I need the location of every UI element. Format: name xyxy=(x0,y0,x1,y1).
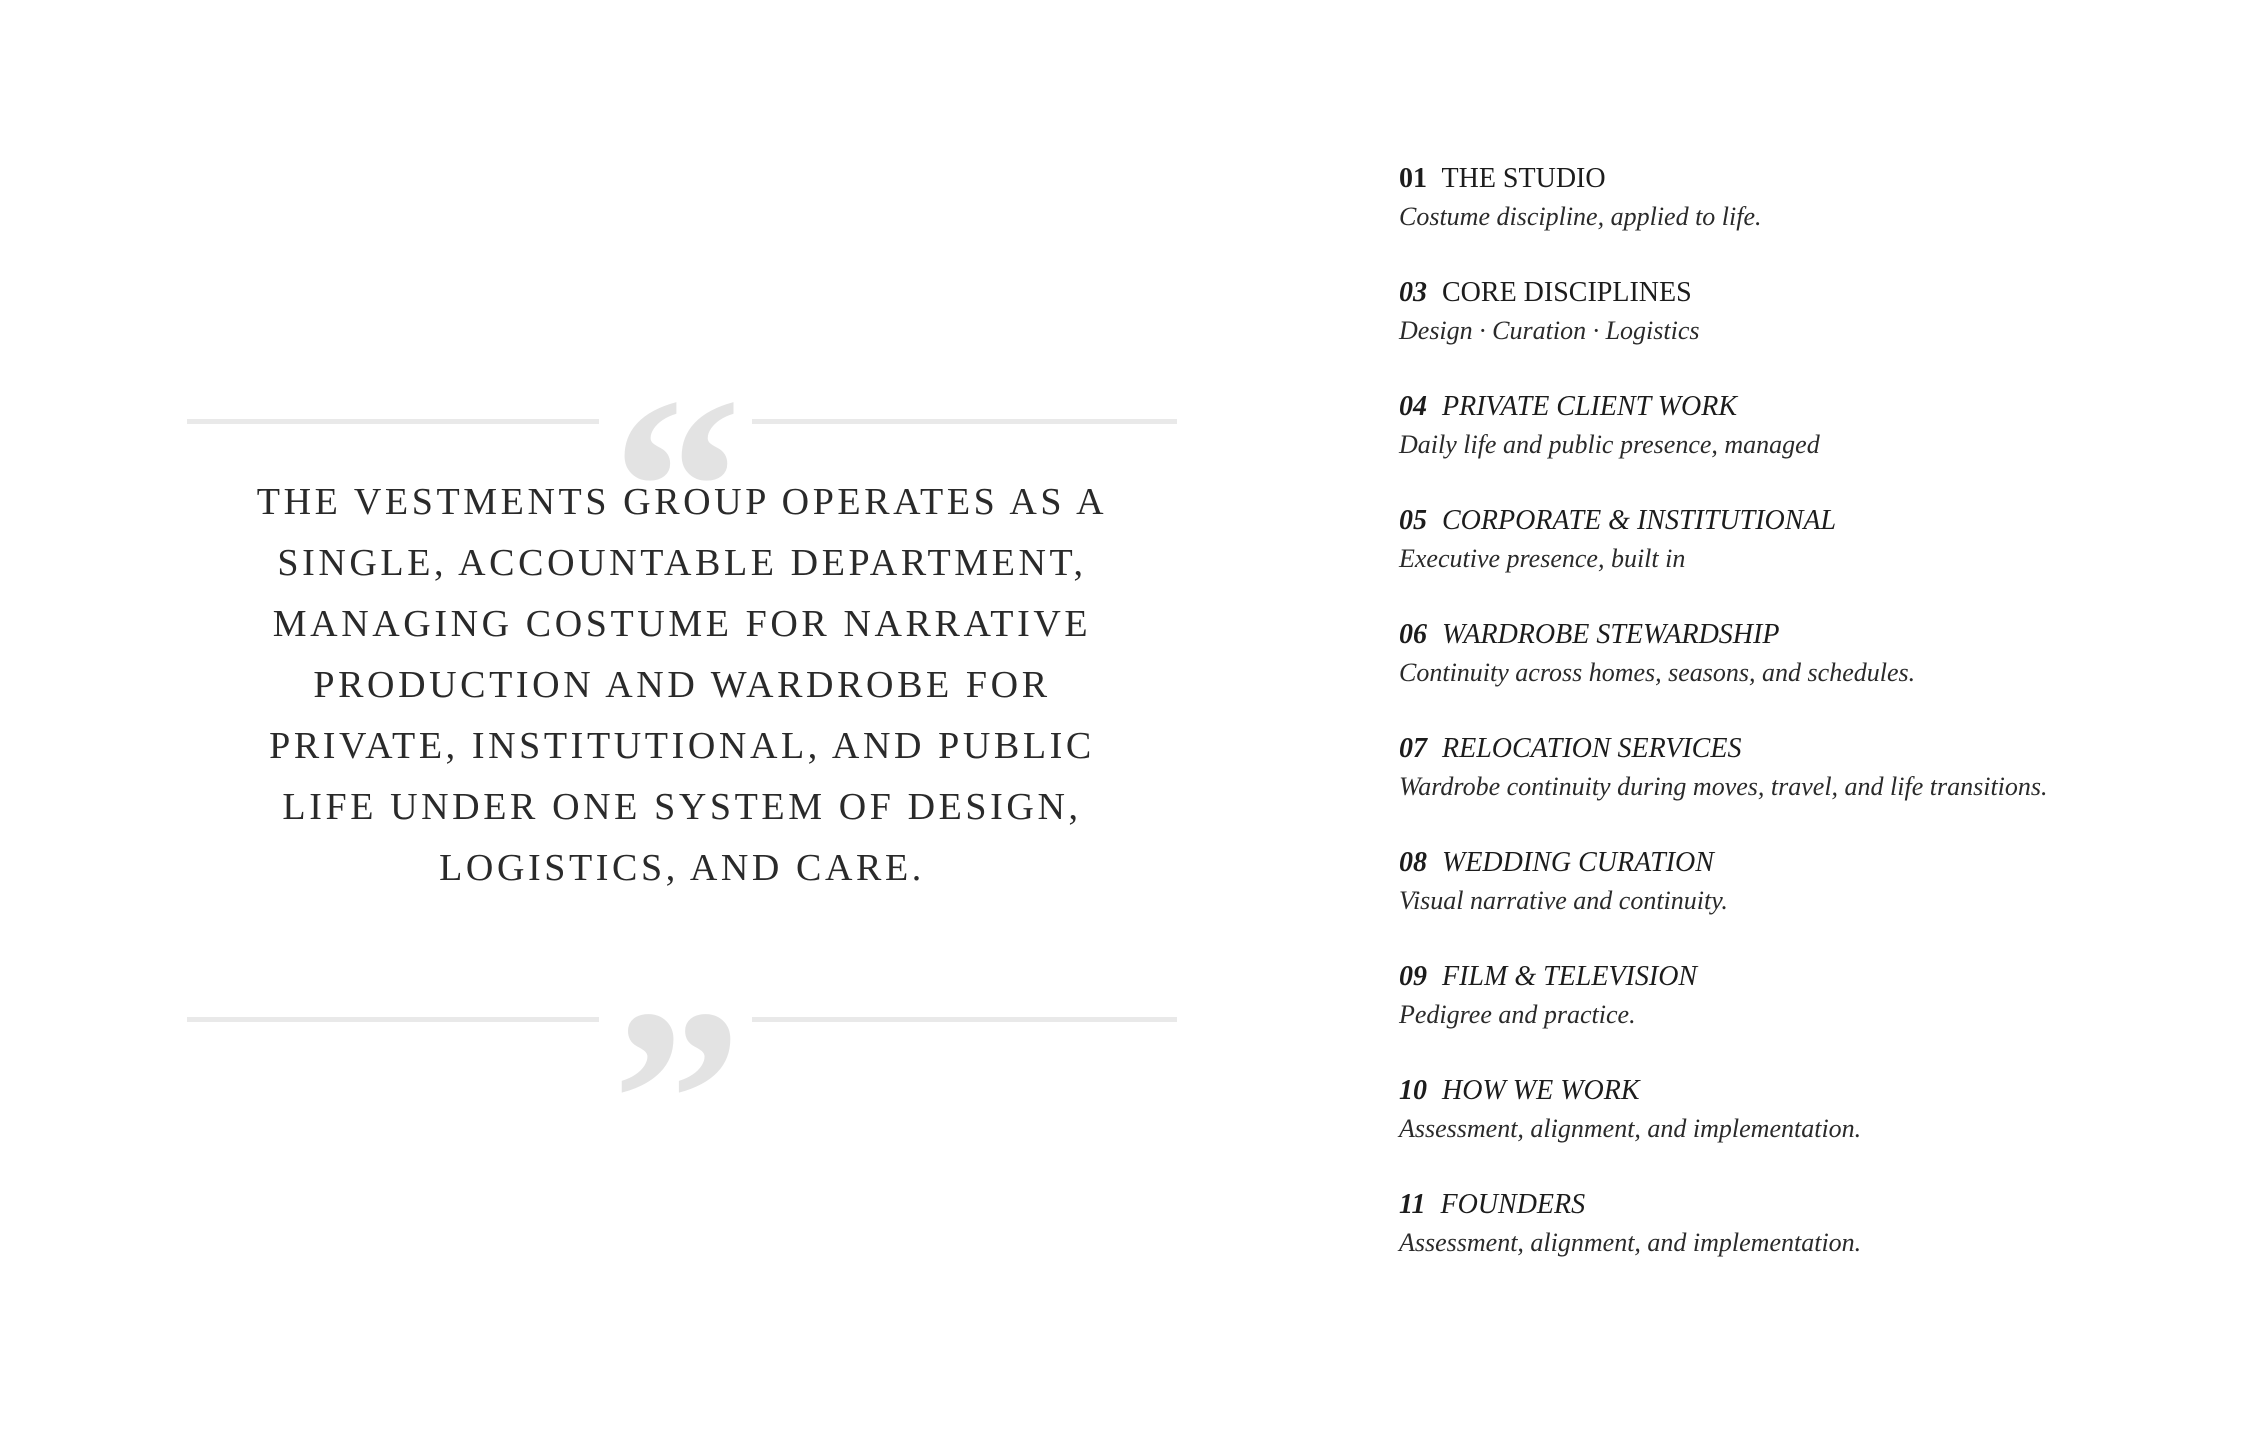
toc-subtitle: Wardrobe continuity during moves, travel, and life transitions. xyxy=(1399,772,2048,801)
toc-number: 09 xyxy=(1399,961,1427,992)
quote-divider-top-right xyxy=(752,419,1177,424)
toc-subtitle: Assessment, alignment, and implementation. xyxy=(1399,1114,1862,1143)
toc-item-film-television[interactable] xyxy=(1399,958,2219,1072)
toc-subtitle: Assessment, alignment, and implementation. xyxy=(1399,1228,1862,1257)
toc-subtitle: Visual narrative and continuity. xyxy=(1399,886,1728,915)
toc-subtitle: Design · Curation · Logistics xyxy=(1399,316,1700,345)
toc-number: 06 xyxy=(1399,619,1427,650)
close-quote-icon: ” xyxy=(612,956,742,1244)
toc-title: FOUNDERS xyxy=(1440,1189,1586,1220)
toc-item-founders[interactable] xyxy=(1399,1186,2219,1300)
open-quote-icon: “ xyxy=(612,344,742,632)
pull-quote xyxy=(187,344,1177,1244)
toc-title-row xyxy=(1399,616,2219,654)
toc-item-private-client-work[interactable] xyxy=(1399,388,2219,502)
toc-title: FILM & TELEVISION xyxy=(1442,961,1698,992)
toc-number: 05 xyxy=(1399,505,1427,536)
toc-number: 11 xyxy=(1399,1189,1426,1220)
toc-title: THE STUDIO xyxy=(1441,163,1606,194)
toc-item-core-disciplines[interactable] xyxy=(1399,274,2219,388)
toc-title: RELOCATION SERVICES xyxy=(1442,733,1742,764)
quote-divider-top-left xyxy=(187,419,599,424)
toc-title: WEDDING CURATION xyxy=(1442,847,1714,878)
toc-title: HOW WE WORK xyxy=(1442,1075,1640,1106)
toc-number: 04 xyxy=(1399,391,1427,422)
toc-title-row xyxy=(1399,730,2219,768)
toc-subtitle: Costume discipline, applied to life. xyxy=(1399,202,1762,231)
toc-title-row xyxy=(1399,274,2219,312)
toc-item-relocation-services[interactable] xyxy=(1399,730,2219,844)
toc-number: 07 xyxy=(1399,733,1427,764)
toc-title: CORPORATE & INSTITUTIONAL xyxy=(1442,505,1837,536)
toc-title: PRIVATE CLIENT WORK xyxy=(1442,391,1738,422)
toc-title-row xyxy=(1399,844,2219,882)
toc-number: 10 xyxy=(1399,1075,1427,1106)
toc-title-row xyxy=(1399,1186,2219,1224)
toc-number: 03 xyxy=(1399,277,1427,308)
toc-title-row xyxy=(1399,160,2219,198)
toc-title-row xyxy=(1399,388,2219,426)
toc-item-the-studio[interactable] xyxy=(1399,160,2219,274)
toc-item-wardrobe-stewardship[interactable] xyxy=(1399,616,2219,730)
toc-item-corporate-institutional[interactable] xyxy=(1399,502,2219,616)
quote-divider-bottom-right xyxy=(752,1017,1177,1022)
toc-title-row xyxy=(1399,958,2219,996)
table-of-contents xyxy=(1399,160,2219,1300)
toc-subtitle: Daily life and public presence, managed xyxy=(1399,430,1820,459)
toc-item-wedding-curation[interactable] xyxy=(1399,844,2219,958)
toc-subtitle: Executive presence, built in xyxy=(1399,544,1686,573)
quote-text: THE VESTMENTS GROUP OPERATES AS A SINGLE, ACCOUNTABLE DEPARTMENT, MANAGING COSTUME FOR NARRATIVE PRODUCTION AND WARDROBE FOR PRIVATE, INSTITUTIONAL, AND PUBLIC LIFE UNDER ONE SYSTEM OF DESIGN, LOGISTICS, AND CARE. xyxy=(256,481,1108,889)
toc-title-row xyxy=(1399,1072,2219,1110)
toc-subtitle: Continuity across homes, seasons, and schedules. xyxy=(1399,658,1916,687)
toc-item-how-we-work[interactable] xyxy=(1399,1072,2219,1186)
toc-title: WARDROBE STEWARDSHIP xyxy=(1442,619,1780,650)
toc-title-row xyxy=(1399,502,2219,540)
toc-number: 01 xyxy=(1399,163,1427,194)
toc-title: CORE DISCIPLINES xyxy=(1442,277,1692,308)
quote-divider-bottom-left xyxy=(187,1017,599,1022)
toc-subtitle: Pedigree and practice. xyxy=(1399,1000,1636,1029)
toc-number: 08 xyxy=(1399,847,1427,878)
